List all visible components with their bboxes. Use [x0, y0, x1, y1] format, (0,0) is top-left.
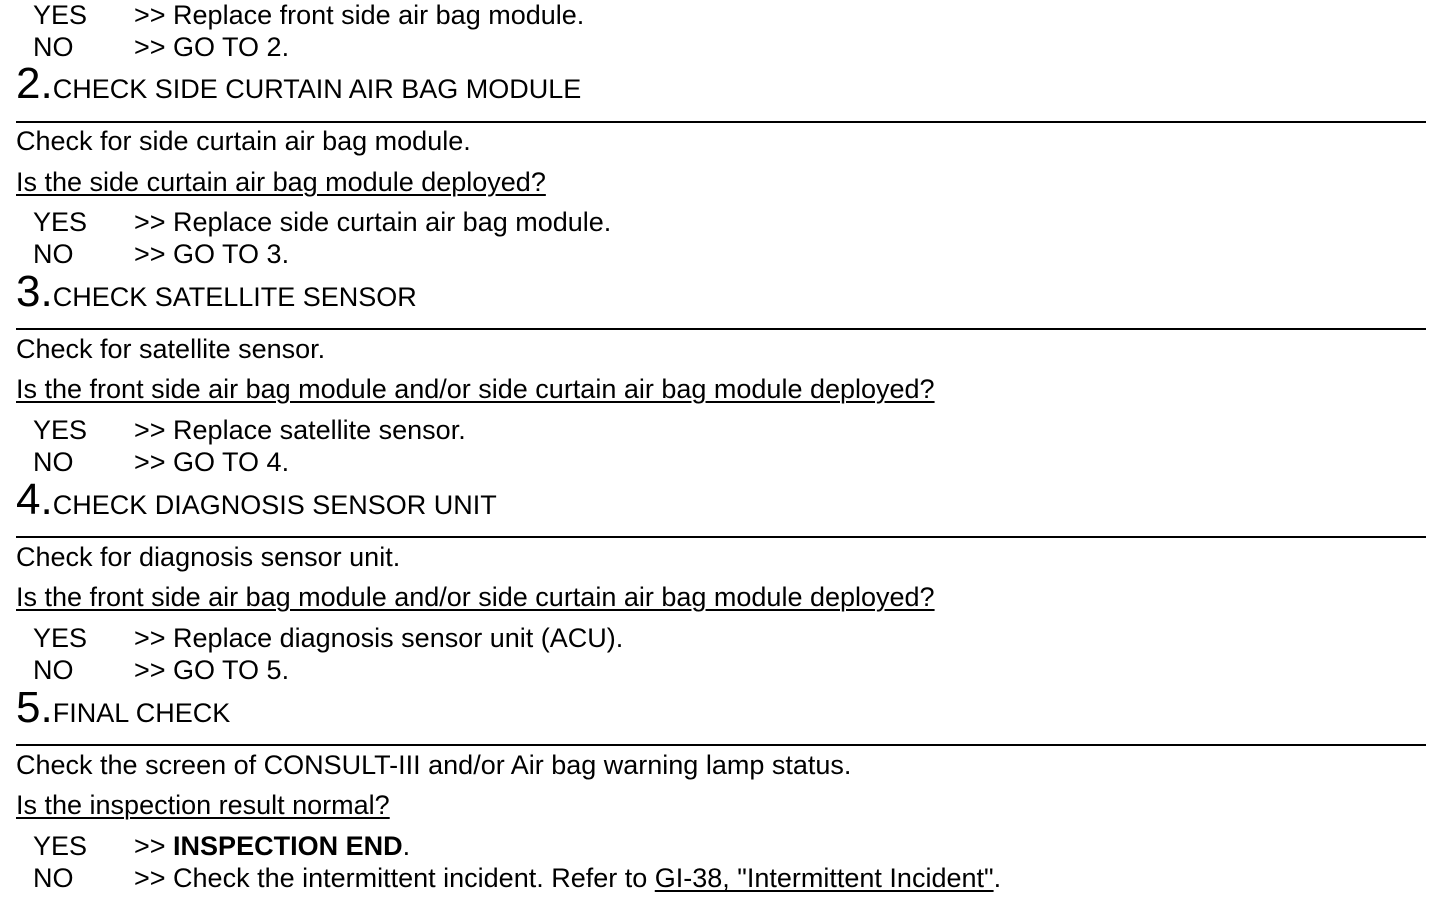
answer-yes-text: >> Replace front side air bag module. — [134, 0, 585, 30]
inspection-end-text: INSPECTION END — [173, 831, 403, 861]
step-5-heading — [16, 683, 231, 732]
answer-no-label: NO — [33, 655, 74, 685]
section-divider — [16, 121, 1426, 123]
step-3-instruction: Check for satellite sensor. — [16, 334, 326, 364]
step-5-question: Is the inspection result normal? — [16, 790, 390, 820]
answer-no-text: >> GO TO 4. — [134, 447, 290, 477]
step-4-instruction: Check for diagnosis sensor unit. — [16, 542, 401, 572]
answer-no-label: NO — [33, 447, 74, 477]
step-number: 3. — [16, 267, 53, 316]
section-divider — [16, 536, 1426, 538]
step-title: CHECK SIDE CURTAIN AIR BAG MODULE — [52, 74, 582, 104]
answer-no-label: NO — [33, 863, 74, 893]
step-3-heading — [16, 267, 417, 316]
step-2-heading — [16, 59, 582, 108]
step-4-question: Is the front side air bag module and/or side curtain air bag module deployed? — [16, 582, 935, 612]
step-2-instruction: Check for side curtain air bag module. — [16, 126, 471, 156]
answer-yes-text: >> Replace satellite sensor. — [134, 415, 466, 445]
step-4-heading — [16, 475, 497, 524]
answer-suffix: . — [993, 863, 1002, 893]
step-title: CHECK SATELLITE SENSOR — [52, 282, 417, 312]
answer-no-label: NO — [33, 32, 74, 62]
answer-no-text: >> GO TO 3. — [134, 239, 290, 269]
answer-yes-label: YES — [33, 207, 88, 237]
step-title: FINAL CHECK — [52, 698, 231, 728]
answer-no-text — [134, 863, 1001, 893]
step-3-question: Is the front side air bag module and/or side curtain air bag module deployed? — [16, 374, 935, 404]
answer-suffix: . — [402, 831, 411, 861]
answer-prefix: >> — [134, 831, 174, 861]
step-number: 4. — [16, 475, 53, 524]
answer-yes-text: >> Replace side curtain air bag module. — [134, 207, 612, 237]
answer-no-label: NO — [33, 239, 74, 269]
step-5-instruction: Check the screen of CONSULT-III and/or Air bag warning lamp status. — [16, 750, 852, 780]
answer-no-text: >> GO TO 5. — [134, 655, 290, 685]
step-title: CHECK DIAGNOSIS SENSOR UNIT — [52, 490, 497, 520]
answer-yes-label: YES — [33, 623, 88, 653]
answer-yes-text: >> Replace diagnosis sensor unit (ACU). — [134, 623, 624, 653]
answer-no-text: >> GO TO 2. — [134, 32, 290, 62]
step-number: 5. — [16, 683, 53, 732]
answer-yes-label: YES — [33, 415, 88, 445]
answer-yes-label: YES — [33, 0, 88, 30]
answer-yes-text — [134, 831, 410, 861]
answer-yes-label: YES — [33, 831, 88, 861]
step-number: 2. — [16, 59, 53, 108]
answer-prefix: >> Check the intermittent incident. Refer to — [134, 863, 655, 893]
reference-link[interactable]: GI-38, "Intermittent Incident" — [654, 863, 994, 893]
section-divider — [16, 328, 1426, 330]
step-2-question: Is the side curtain air bag module deployed? — [16, 167, 546, 197]
section-divider — [16, 744, 1426, 746]
